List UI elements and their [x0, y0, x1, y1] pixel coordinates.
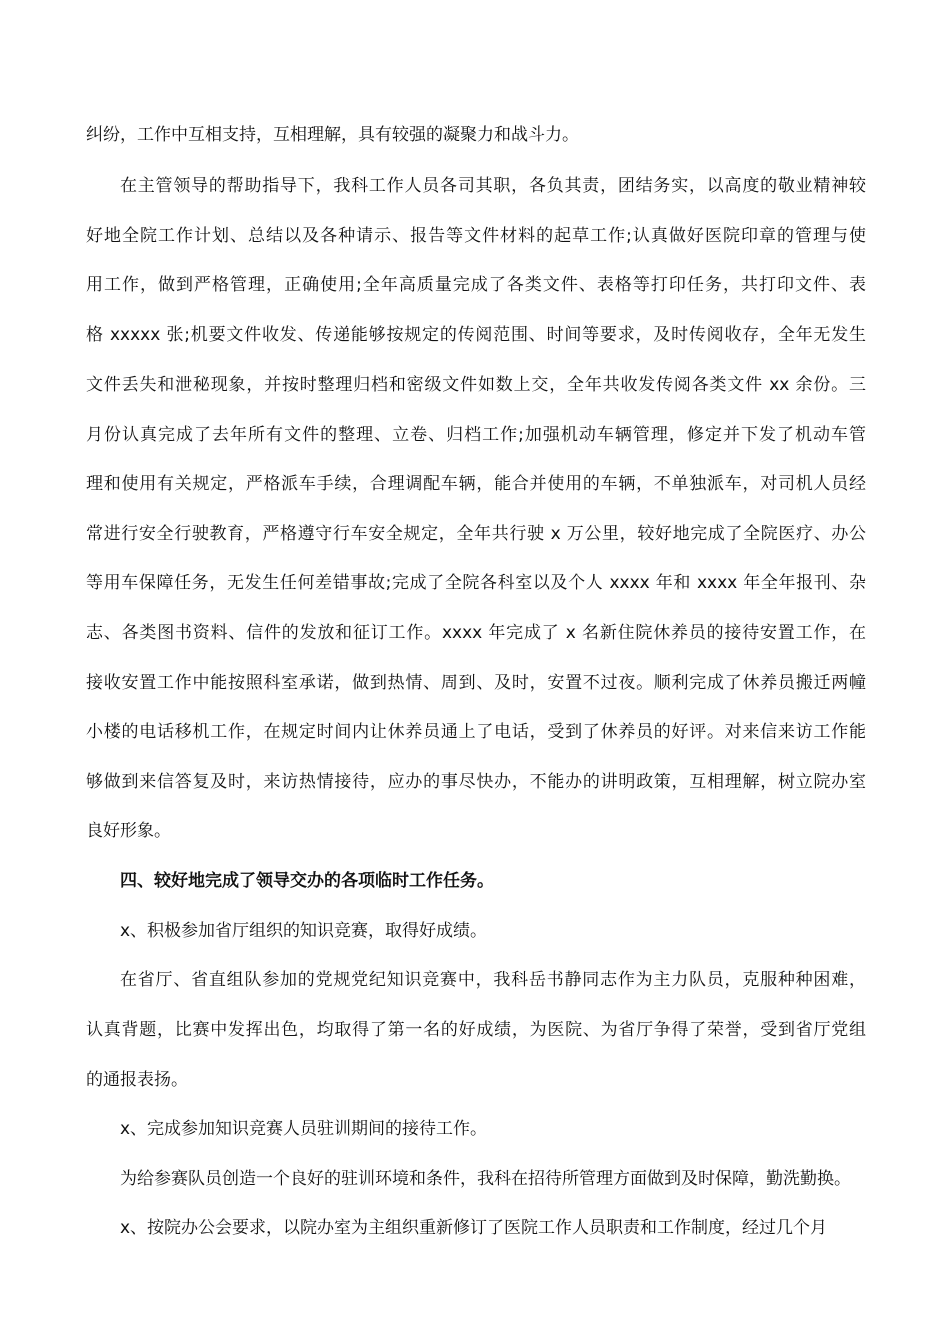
paragraph-line: 为给参赛队员创造一个良好的驻训环境和条件，我科在招待所管理方面做到及时保障，勤洗勤换。: [120, 1169, 851, 1189]
paragraph-line: 文件丢失和泄秘现象，并按时整理归档和密级文件如数上交，全年共收发传阅各类文件 xx 余份。三: [86, 375, 866, 395]
paragraph-line: 格 xxxxx 张;机要文件收发、传递能够按规定的传阅范围、时间等要求，及时传阅收存，全年无发生: [86, 325, 866, 345]
list-item-heading: x、积极参加省厅组织的知识竞赛，取得好成绩。: [120, 921, 488, 941]
paragraph-line: 良好形象。: [86, 821, 171, 841]
paragraph-line: 纠纷，工作中互相支持，互相理解，具有较强的凝聚力和战斗力。: [86, 125, 579, 145]
paragraph-line: 在省厅、省直组队参加的党规党纪知识竞赛中，我科岳书静同志作为主力队员，克服种种困难，: [120, 970, 866, 990]
paragraph-line: 理和使用有关规定，严格派车手续，合理调配车辆，能合并使用的车辆，不单独派车，对司机人员经: [86, 474, 866, 494]
paragraph-line: 认真背题，比赛中发挥出色，均取得了第一名的好成绩，为医院、为省厅争得了荣誉，受到省厅党组: [86, 1020, 866, 1040]
paragraph-line: 小楼的电话移机工作，在规定时间内让休养员通上了电话，受到了休养员的好评。对来信来访工作能: [86, 722, 866, 742]
paragraph-line: 志、各类图书资料、信件的发放和征订工作。xxxx 年完成了 x 名新住院休养员的接待安置工作，在: [86, 623, 866, 643]
paragraph-line: 月份认真完成了去年所有文件的整理、立卷、归档工作;加强机动车辆管理，修定并下发了机动车管: [86, 425, 866, 445]
paragraph-line: 的通报表扬。: [86, 1070, 188, 1090]
paragraph-line: 好地全院工作计划、总结以及各种请示、报告等文件材料的起草工作;认真做好医院印章的管理与使: [86, 226, 866, 246]
paragraph-line: 常进行安全行驶教育，严格遵守行车安全规定，全年共行驶 x 万公里，较好地完成了全院医疗、办公: [86, 524, 866, 544]
paragraph-line: 够做到来信答复及时，来访热情接待，应办的事尽快办，不能办的讲明政策，互相理解，树立院办室: [86, 772, 866, 792]
paragraph-line: 用工作，做到严格管理，正确使用;全年高质量完成了各类文件、表格等打印任务，共打印文件、表: [86, 275, 866, 295]
section-heading: 四、较好地完成了领导交办的各项临时工作任务。: [120, 871, 494, 891]
paragraph-line: x、按院办公会要求，以院办室为主组织重新修订了医院工作人员职责和工作制度，经过几个月: [120, 1218, 828, 1238]
paragraph-line: 在主管领导的帮助指导下，我科工作人员各司其职，各负其责，团结务实，以高度的敬业精神较: [120, 176, 866, 196]
paragraph-line: 接收安置工作中能按照科室承诺，做到热情、周到、及时，安置不过夜。顺利完成了休养员搬迁两幢: [86, 673, 866, 693]
paragraph-line: 等用车保障任务，无发生任何差错事故;完成了全院各科室以及个人 xxxx 年和 xxxx 年全年报刊、杂: [86, 573, 866, 593]
list-item-heading: x、完成参加知识竞赛人员驻训期间的接待工作。: [120, 1119, 488, 1139]
